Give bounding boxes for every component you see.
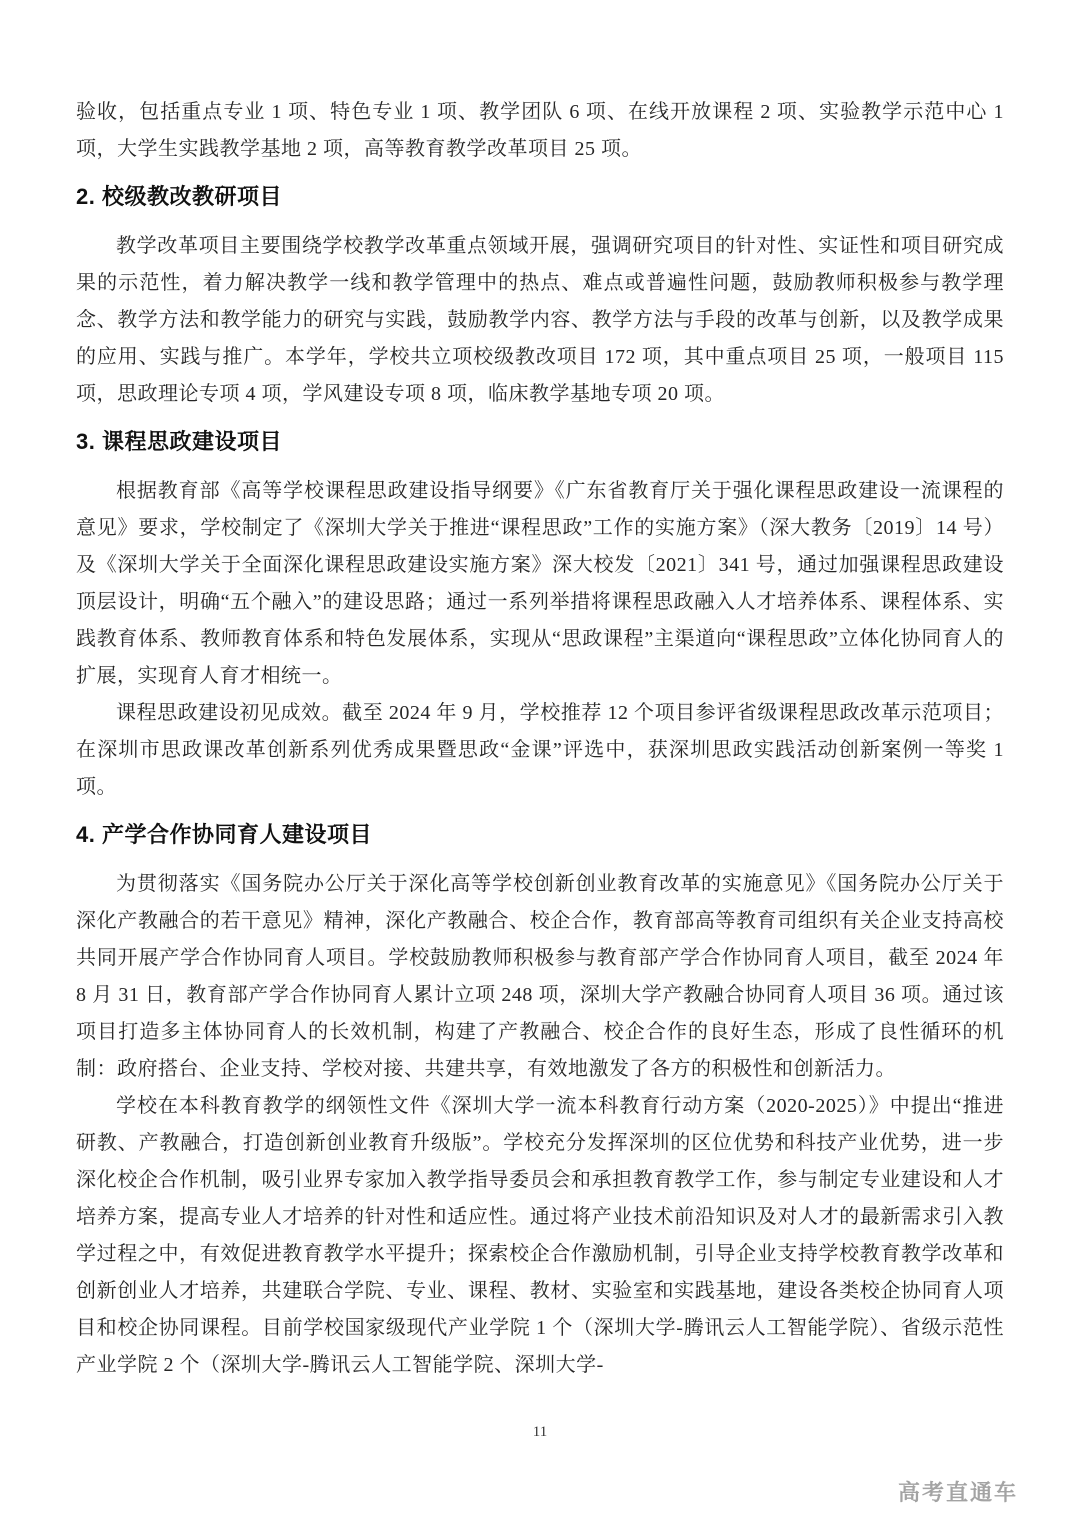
page-number: 11 (532, 1424, 548, 1440)
paragraph: 课程思政建设初见成效。截至 2024 年 9 月，学校推荐 12 个项目参评省级课程思政改革示范项目；在深圳市思政课改革创新系列优秀成果暨思政“金课”评选中，获深圳思政实践活动创新案例一等奖 1 项。 (76, 702, 1004, 798)
watermark-text: 高考直通车 (897, 1480, 1018, 1505)
section-heading-4: 4. 产学合作协同育人建设项目 (76, 822, 372, 847)
section-heading-3: 3. 课程思政建设项目 (76, 429, 282, 454)
paragraph: 为贯彻落实《国务院办公厅关于深化高等学校创新创业教育改革的实施意见》《国务院办公厅关于深化产教融合的若干意见》精神，深化产教融合、校企合作，教育部高等教育司组织有关企业支持高校共同开展产学合作协同育人项目。学校鼓励教师积极参与教育部产学合作协同育人项目，截至 2024 年 8 月 31 日，教育部产学合作协同育人累计立项 248 项，深圳大学产教融合协同育人项目 36 项。通过该项目打造多主体协同育人的长效机制，构建了产教融合、校企合作的良好生态，形成了良性循环的机制：政府搭台、企业支持、学校对接、共建共享，有效地激发了各方的积极性和创新活力。 (76, 873, 1004, 1080)
page-content (76, 94, 1004, 1384)
paragraph: 学校在本科教育教学的纲领性文件《深圳大学一流本科教育行动方案（2020-2025）》中提出“推进研教、产教融合，打造创新创业教育升级版”。学校充分发挥深圳的区位优势和科技产业优势，进一步深化校企合作机制，吸引业界专家加入教学指导委员会和承担教育教学工作，参与制定专业建设和人才培养方案，提高专业人才培养的针对性和适应性。通过将产业技术前沿知识及对人才的最新需求引入教学过程之中，有效促进教育教学水平提升；探索校企合作激励机制，引导企业支持学校教育教学改革和创新创业人才培养，共建联合学院、专业、课程、教材、实验室和实践基地，建设各类校企协同育人项目和校企协同课程。目前学校国家级现代产业学院 1 个（深圳大学-腾讯云人工智能学院）、省级示范性产业学院 2 个（深圳大学-腾讯云人工智能学院、深圳大学- (76, 1095, 1004, 1376)
section-heading-2: 2. 校级教改教研项目 (76, 184, 282, 209)
paragraph: 根据教育部《高等学校课程思政建设指导纲要》《广东省教育厅关于强化课程思政建设一流课程的意见》要求，学校制定了《深圳大学关于推进“课程思政”工作的实施方案》（深大教务〔2019〕14 号）及《深圳大学关于全面深化课程思政建设实施方案》深大校发〔2021〕341 号，通过加强课程思政建设顶层设计，明确“五个融入”的建设思路；通过一系列举措将课程思政融入人才培养体系、课程体系、实践教育体系、教师教育体系和特色发展体系，实现从“思政课程”主渠道向“课程思政”立体化协同育人的扩展，实现育人育才相统一。 (76, 480, 1004, 687)
paragraph-continuation: 验收，包括重点专业 1 项、特色专业 1 项、教学团队 6 项、在线开放课程 2 项、实验教学示范中心 1 项，大学生实践教学基地 2 项，高等教育教学改革项目 25 项。 (76, 101, 1004, 160)
paragraph: 教学改革项目主要围绕学校教学改革重点领域开展，强调研究项目的针对性、实证性和项目研究成果的示范性，着力解决教学一线和教学管理中的热点、难点或普遍性问题，鼓励教师积极参与教学理念、教学方法和教学能力的研究与实践，鼓励教学内容、教学方法与手段的改革与创新，以及教学成果的应用、实践与推广。本学年，学校共立项校级教改项目 172 项，其中重点项目 25 项，一般项目 115 项，思政理论专项 4 项，学风建设专项 8 项，临床教学基地专项 20 项。 (76, 235, 1004, 405)
